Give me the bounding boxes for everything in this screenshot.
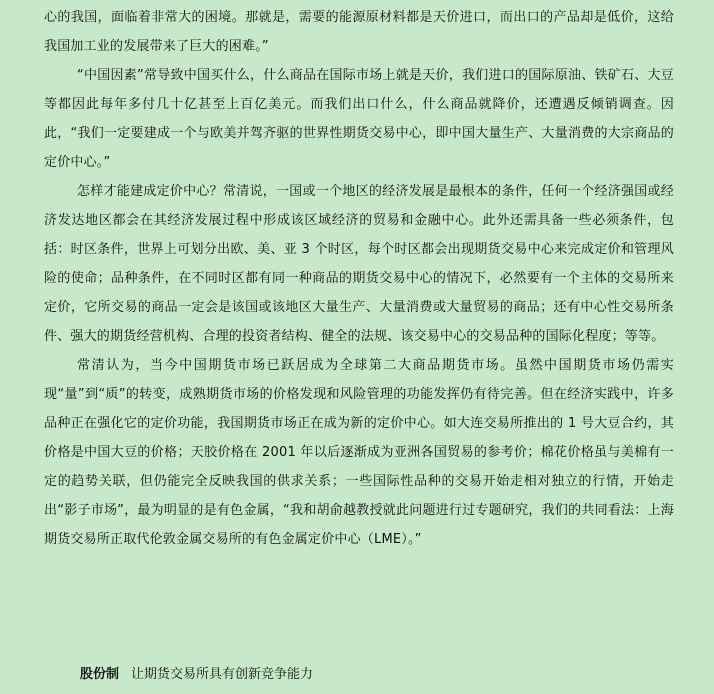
paragraph-4: 常清认为，当今中国期货市场已跃居成为全球第二大商品期货市场。虽然中国期货市场仍需实现“量”到“质”的转变，成熟期货市场的价格发现和风险管理的功能发挥仍有待完善。但在经济实践中，许多品种正在强化它的定价功能，我国期货市场正在成为新的定价中心。如大连交易所推出的 1 号大豆合约，其价格是中国大豆的价格；天胶价格在 2001 年以后逐渐成为亚洲各国贸易的参考价；棉花价格虽与美棉有一定的趋势关联，但仍能完全反映我国的供求关系；一些国际性品种的交易开始走相对独立的行情，开始走出“影子市场”，最为明显的是有色金属，“我和胡俞越教授就此问题进行过专题研究，我们的共同看法：上海期货交易所正取代伦敦金属交易所的有色金属定价中心（LME）。” — [44, 358, 674, 547]
article-body — [44, 3, 674, 554]
paragraph-1: 心的我国，面临着非常大的困境。那就是，需要的能源原材料都是天价进口，而出口的产品却是低价，这给我国加工业的发展带来了巨大的困难。” — [44, 10, 674, 54]
paragraph-2: “中国因素”常导致中国买什么，什么商品在国际市场上就是天价，我们进口的国际原油、铁矿石、大豆等都因此每年多付几十亿甚至上百亿美元。而我们出口什么，什么商品就降价，还遭遇反倾销调查。因此，“我们一定要建成一个与欧美并驾齐驱的世界性期货交易中心，即中国大量生产、大量消费的大宗商品的定价中心。” — [44, 68, 674, 170]
paragraph-3: 怎样才能建成定价中心？常清说，一国或一个地区的经济发展是最根本的条件，任何一个经济强国或经济发达地区都会在其经济发展过程中形成该区域经济的贸易和金融中心。此外还需具备一些必须条件，包括：时区条件，世界上可划分出欧、美、亚 3 个时区，每个时区都会出现期货交易中心来完成定价和管理风险的使命；品种条件，在不同时区都有同一种商品的期货交易中心的情况下，必然要有一个主体的交易所来定价，它所交易的商品一定会是该国或该地区大量生产、大量消费或大量贸易的商品；还有中心性交易所条件、强大的期货经营机构、合理的投资者结构、健全的法规、该交易中心的交易品种的国际化程度；等等。 — [44, 184, 674, 344]
section-heading — [80, 664, 313, 686]
section-heading-label: 股份制 — [80, 667, 120, 682]
section-heading-subtitle: 让期货交易所具有创新竞争能力 — [131, 667, 314, 682]
